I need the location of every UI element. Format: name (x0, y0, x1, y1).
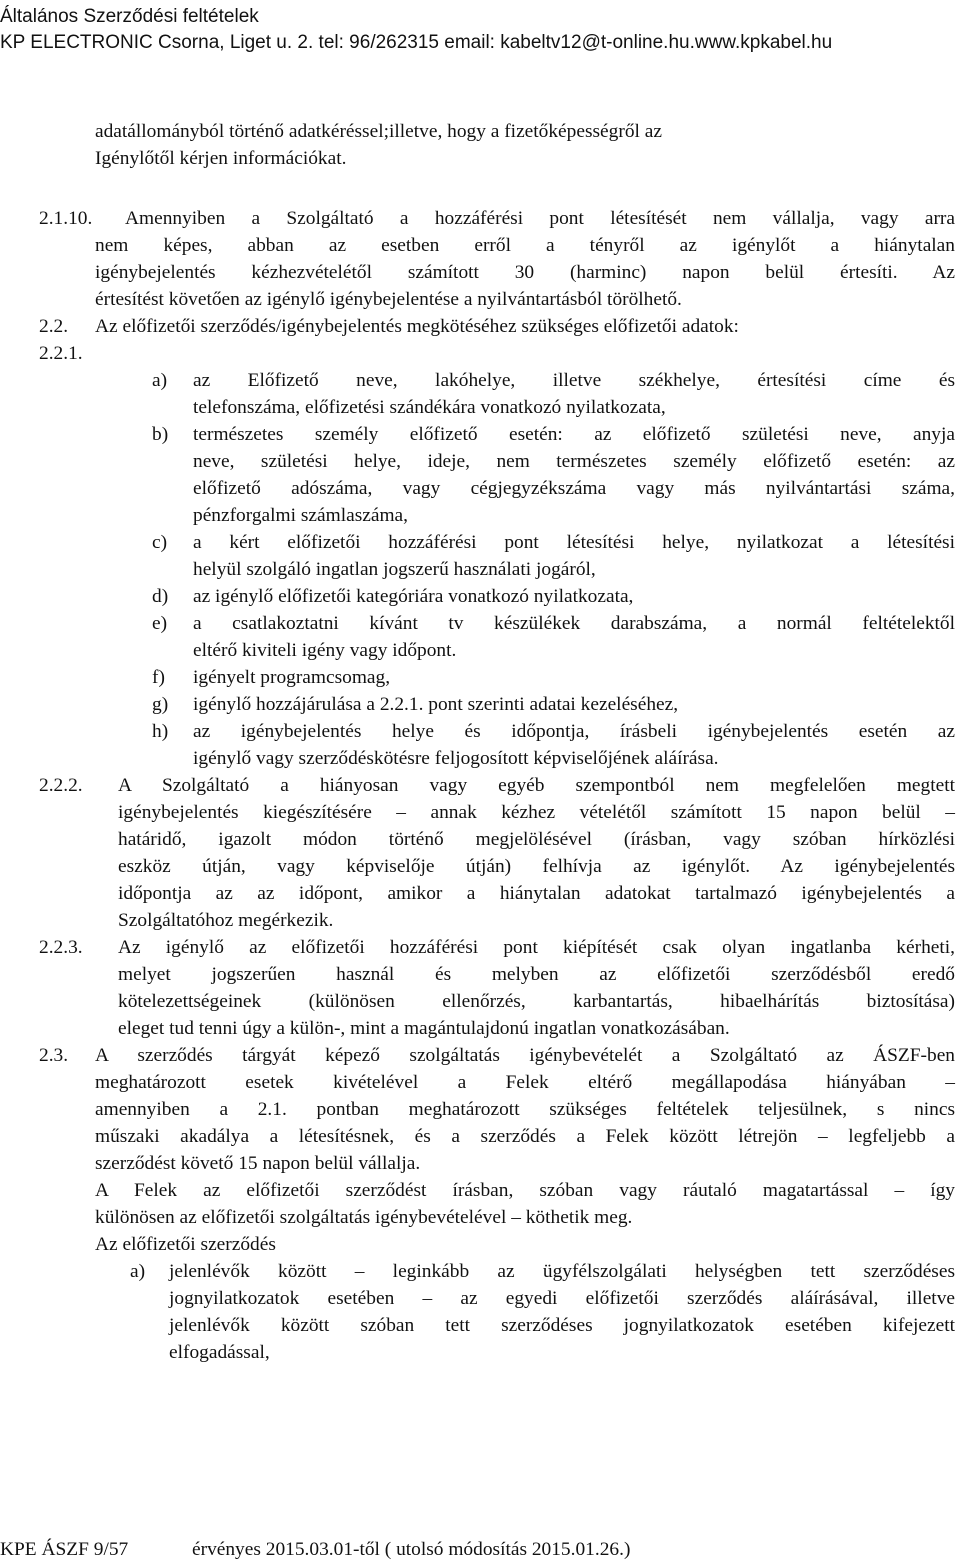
list-label: c) (152, 532, 168, 553)
paragraph-line: A Szolgáltató a hiányosan vagy egyéb szempontból nem megfelelően megtett (118, 775, 955, 796)
list-label: a) (130, 1261, 146, 1282)
intro-line: Igénylőtől kérjen információkat. (95, 148, 347, 169)
paragraph-line: A Felek az előfizetői szerződést írásban, szóban vagy ráutaló magatartással – így (95, 1180, 955, 1201)
list-label: f) (152, 667, 165, 688)
list-item-line: elfogadással, (169, 1342, 270, 1363)
list-item-line: helyül szolgáló ingatlan jogszerű használati jogáról, (193, 559, 596, 580)
paragraph-line: határidő, igazolt módon történő megjelölésével (írásban, vagy szóban hírközlési (118, 829, 955, 850)
paragraph-line: A szerződés tárgyát képező szolgáltatás igénybevételét a Szolgáltató az ÁSZF-ben (95, 1045, 955, 1066)
paragraph-line: különösen az előfizetői szolgáltatás igénybevételével – köthetik meg. (95, 1207, 633, 1228)
section-heading: Az előfizetői szerződés/igénybejelentés megkötéséhez szükséges előfizetői adatok: (95, 316, 739, 337)
list-item-line: igénylő vagy szerződéskötésre feljogosított képviselőjének aláírása. (193, 748, 719, 769)
list-item-line: igényelt programcsomag, (193, 667, 391, 688)
list-item-line: pénzforgalmi számlaszáma, (193, 505, 409, 526)
page-header (0, 4, 832, 56)
page-footer (0, 1539, 631, 1561)
paragraph-line: meghatározott esetek kivételével a Felek eltérő megállapodása hiányában – (95, 1072, 955, 1093)
paragraph-line: Az igénylő az előfizetői hozzáférési pont kiépítését csak olyan ingatlanba kérheti, (118, 937, 955, 958)
paragraph-line: nem képes, abban az esetben erről a tényről az igénylőt a hiánytalan (95, 235, 955, 256)
paragraph-line: melyet jogszerűen használ és melyben az előfizetői szerződésből eredő (118, 964, 955, 985)
paragraph-line: időpontja az az időpont, amikor a hiánytalan adatokat tartalmazó igénybejelentés a (118, 883, 955, 904)
header-title: Általános Szerződési feltételek (0, 6, 259, 27)
paragraph-line: műszaki akadálya a létesítésnek, és a szerződés a Felek között létrejön – legfeljebb a (95, 1126, 955, 1147)
intro-line: adatállományból történő adatkéréssel;illetve, hogy a fizetőképességről az (95, 121, 662, 142)
list-item-line: neve, születési helye, ideje, nem természetes személy előfizető esetén: az (193, 451, 955, 472)
list-item-line: az igénylő előfizetői kategóriára vonatkozó nyilatkozata, (193, 586, 634, 607)
section-number: 2.1.10. (39, 208, 93, 229)
footer-page-number: KPE ÁSZF 9/57 (0, 1539, 129, 1560)
section-number: 2.2.3. (39, 937, 83, 958)
list-label: b) (152, 424, 169, 445)
list-item-line: az Előfizető neve, lakóhelye, illetve székhelye, értesítési címe és (193, 370, 955, 391)
list-item-line: jognyilatkozatok esetében – az egyedi előfizetői szerződés aláírásával, illetve (169, 1288, 955, 1309)
list-label: e) (152, 613, 168, 634)
list-label: g) (152, 694, 169, 715)
section-number: 2.2.1. (39, 343, 83, 364)
list-item-line: telefonszáma, előfizetési szándékára vonatkozó nyilatkozata, (193, 397, 666, 418)
paragraph-line: Az előfizetői szerződés (95, 1234, 276, 1255)
list-item-line: igénylő hozzájárulása a 2.2.1. pont szerinti adatai kezeléséhez, (193, 694, 679, 715)
list-item-line: előfizető adószáma, vagy cégjegyzékszáma vagy más nyilvántartási száma, (193, 478, 955, 499)
list-item-line: természetes személy előfizető esetén: az előfizető születési neve, anyja (193, 424, 955, 445)
footer-validity: érvényes 2015.03.01-től ( utolsó módosítás 2015.01.26.) (192, 1539, 631, 1560)
paragraph-line: igénybejelentés kézhezvételétől számított 30 (harminc) napon belül értesíti. Az (95, 262, 955, 283)
paragraph-line: kötelezettségeinek (különösen ellenőrzés, karbantartás, hibaelhárítás biztosítása) (118, 991, 955, 1012)
paragraph-line: amennyiben a 2.1. pontban meghatározott szükséges feltételek teljesülnek, s nincs (95, 1099, 955, 1120)
paragraph-line: Szolgáltatóhoz megérkezik. (118, 910, 334, 931)
paragraph-line: Amennyiben a Szolgáltató a hozzáférési pont létesítését nem vállalja, vagy arra (125, 208, 955, 229)
paragraph-line: igénybejelentés kiegészítésére – annak kézhez vételétől számított 15 napon belül – (118, 802, 955, 823)
paragraph-line: értesítést követően az igénylő igénybejelentése a nyilvántartásból törölhető. (95, 289, 682, 310)
list-item-line: jelenlévők között – leginkább az ügyfélszolgálati helységben tett szerződéses (169, 1261, 955, 1282)
list-item-line: a kért előfizetői hozzáférési pont létesítési helye, nyilatkozat a létesítési (193, 532, 955, 553)
paragraph-line: eleget tud tenni úgy a külön-, mint a magántulajdonú ingatlan vonatkozásában. (118, 1018, 730, 1039)
paragraph-line: eszköz útján, vagy képviselője útján) felhívja az igénylőt. Az igénybejelentés (118, 856, 955, 877)
paragraph-line: szerződést követő 15 napon belül vállalja. (95, 1153, 421, 1174)
list-item-line: az igénybejelentés helye és időpontja, írásbeli igénybejelentés esetén az (193, 721, 955, 742)
list-item-line: jelenlévők között szóban tett szerződéses jognyilatkozatok esetében kifejezett (169, 1315, 955, 1336)
list-item-line: a csatlakoztatni kívánt tv készülékek darabszáma, a normál feltételektől (193, 613, 955, 634)
header-company: KP ELECTRONIC Csorna, Liget u. 2. tel: 96/262315 email: kabeltv12@t-online.hu.www.kpkabel.hu (0, 32, 833, 53)
list-label: d) (152, 586, 169, 607)
section-number: 2.3. (39, 1045, 69, 1066)
section-number: 2.2. (39, 316, 69, 337)
list-label: a) (152, 370, 168, 391)
list-label: h) (152, 721, 169, 742)
section-number: 2.2.2. (39, 775, 83, 796)
list-item-line: eltérő kiviteli igény vagy időpont. (193, 640, 457, 661)
